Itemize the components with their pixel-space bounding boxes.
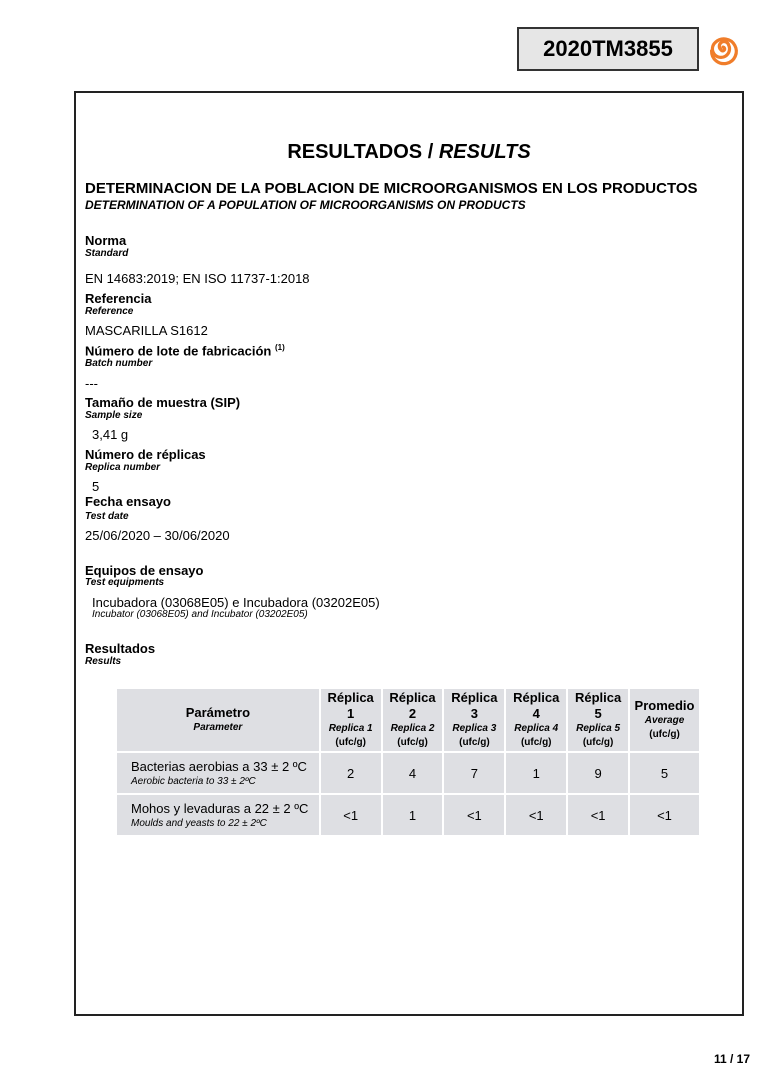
cell-average: 5	[629, 752, 700, 794]
equipos-value: Incubadora (03068E05) e Incubadora (03202E05)	[92, 595, 380, 610]
norma-label-en: Standard	[85, 248, 129, 259]
row-parameter: Bacterias aerobias a 33 ± 2 ºC Aerobic bacteria to 33 ± 2ºC	[116, 752, 320, 794]
norma-value: EN 14683:2019; EN ISO 11737-1:2018	[85, 271, 310, 286]
resultados-label-en: Results	[85, 656, 122, 667]
tamano-value: 3,41 g	[92, 427, 129, 442]
page-number: 11 / 17	[713, 1052, 750, 1066]
table-header-row	[116, 688, 700, 752]
header-replica-3: Réplica 3 Replica 3 (ufc/g)	[443, 688, 505, 752]
equipos-label-en: Test equipments	[85, 577, 165, 588]
cell-replica-4: <1	[505, 794, 567, 836]
results-table	[115, 687, 701, 837]
header-parameter: Parámetro Parameter	[116, 688, 320, 752]
referencia-label-en: Reference	[85, 306, 134, 317]
cell-replica-2: 4	[382, 752, 444, 794]
replicas-label-en: Replica number	[85, 462, 161, 473]
norma-label: Norma	[85, 233, 127, 248]
row-parameter: Mohos y levaduras a 22 ± 2 ºC Moulds and yeasts to 22 ± 2ºC	[116, 794, 320, 836]
referencia-label: Referencia	[85, 291, 152, 306]
fecha-value: 25/06/2020 – 30/06/2020	[85, 528, 230, 543]
table-row	[116, 752, 700, 794]
replicas-label: Número de réplicas	[85, 447, 206, 462]
equipos-value-en: Incubator (03068E05) and Incubator (03202E05)	[92, 609, 308, 620]
page-title: RESULTADOS / RESULTS	[287, 141, 531, 163]
cell-replica-3: <1	[443, 794, 505, 836]
cell-replica-1: 2	[320, 752, 382, 794]
header-replica-1: Réplica 1 Replica 1 (ufc/g)	[320, 688, 382, 752]
header-replica-5: Réplica 5 Replica 5 (ufc/g)	[567, 688, 629, 752]
report-code: 2020TM3855	[517, 27, 699, 71]
tamano-label: Tamaño de muestra (SIP)	[85, 395, 241, 410]
section-heading-es: DETERMINACION DE LA POBLACION DE MICROORGANISMOS EN LOS PRODUCTOS	[85, 180, 698, 197]
fecha-label: Fecha ensayo	[85, 494, 171, 509]
content-frame	[74, 91, 744, 1016]
resultados-label: Resultados	[85, 641, 156, 656]
cell-replica-1: <1	[320, 794, 382, 836]
header-replica-4: Réplica 4 Replica 4 (ufc/g)	[505, 688, 567, 752]
table-row	[116, 794, 700, 836]
referencia-value: MASCARILLA S1612	[85, 323, 208, 338]
cell-replica-4: 1	[505, 752, 567, 794]
tamano-label-en: Sample size	[85, 410, 143, 421]
section-heading-en: DETERMINATION OF A POPULATION OF MICROORGANISMS ON PRODUCTS	[85, 198, 526, 212]
cell-replica-2: 1	[382, 794, 444, 836]
replicas-value: 5	[92, 479, 100, 494]
cell-average: <1	[629, 794, 700, 836]
lote-label-en: Batch number	[85, 358, 153, 369]
lote-value: ---	[85, 376, 98, 391]
cell-replica-5: 9	[567, 752, 629, 794]
lote-label: Número de lote de fabricación $^{(1)}$	[85, 343, 285, 359]
cell-replica-5: <1	[567, 794, 629, 836]
company-logo-spiral-icon	[704, 30, 742, 68]
header-replica-2: Réplica 2 Replica 2 (ufc/g)	[382, 688, 444, 752]
header-average: Promedio Average (ufc/g)	[629, 688, 700, 752]
equipos-label: Equipos de ensayo	[85, 563, 204, 578]
cell-replica-3: 7	[443, 752, 505, 794]
fecha-label-en: Test date	[85, 511, 129, 522]
footnote-marker: (1)	[275, 343, 285, 352]
